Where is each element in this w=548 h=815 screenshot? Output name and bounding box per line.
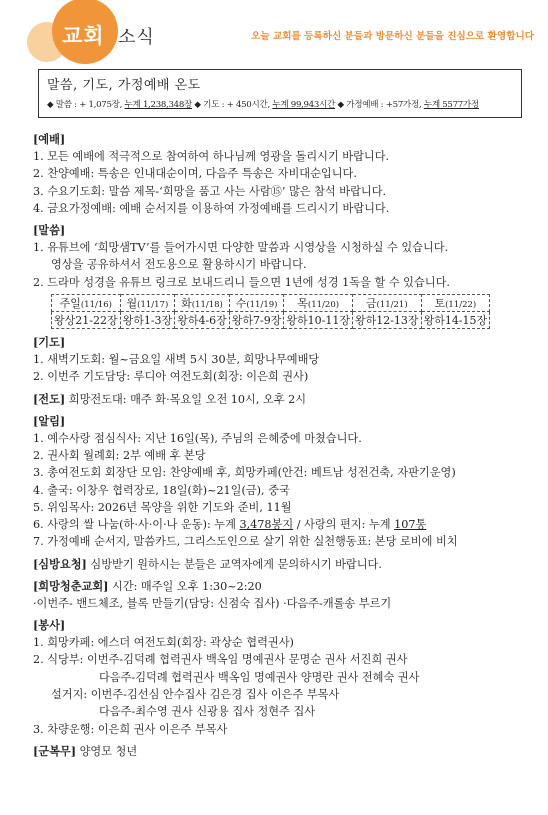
- service-heading: [봉사]: [33, 618, 66, 633]
- schedule-reading-cell: 왕하12-13장: [352, 312, 421, 329]
- youth-time: 시간: 매주일 오후 1:30~2:20: [108, 579, 262, 593]
- schedule-reading-cell: 왕하1-3장: [120, 312, 175, 329]
- stat-family: ◆ 가정예배 : +57가정,: [335, 100, 424, 110]
- schedule-day-cell: 화(11/18): [175, 295, 230, 312]
- bulletin-content: [33, 126, 538, 760]
- military-heading: [군복무]: [33, 743, 77, 758]
- evangelism-heading: [전도]: [33, 391, 66, 406]
- header: [0, 0, 548, 66]
- service-item: 3. 차량운행: 이은희 권사 이은주 부목사: [33, 722, 228, 736]
- worship-item: 2. 찬양예배: 특송은 인내대순이며, 다음주 특송은 자비대순입니다.: [33, 167, 357, 181]
- schedule-reading-cell: 왕하10-11장: [284, 312, 353, 329]
- schedule-reading-cell: 왕상21-22장: [52, 312, 121, 329]
- logo-text-news: 소식: [118, 27, 155, 48]
- notice-item: 1. 예수사랑 점심식사: 지난 16일(목), 주님의 은혜중에 마쳤습니다.: [33, 431, 362, 445]
- stat-prayer-total: 누계 99,943시간: [272, 100, 336, 110]
- schedule-day-cell: 주일(11/16): [52, 295, 121, 312]
- stat-word-total: 누계 1,238,348장: [124, 100, 192, 110]
- visit-section: [33, 556, 538, 573]
- worship-item: 1. 모든 예배에 적극적으로 참여하여 하나님께 영광을 돌리시기 바랍니다.: [33, 150, 390, 163]
- summary-stats: [47, 98, 513, 110]
- youth-heading: [희망청춘교회]: [33, 578, 109, 593]
- summary-title: 말씀, 기도, 가정예배 온도: [47, 78, 201, 93]
- stat-prayer: ◆ 기도 : + 450시간,: [192, 100, 273, 110]
- word-item-cont: 영상을 공유하셔서 전도용으로 활용하시기 바랍니다.: [51, 258, 307, 272]
- worship-item: 3. 수요기도회: 말씀 제목-‘희망을 품고 사는 사람⑮’ 많은 참석 바랍니다.: [33, 184, 387, 198]
- evangelism-text: 희망전도대: 매주 화·목요일 오전 10시, 오후 2시: [65, 392, 307, 406]
- logo-text-church: 교회: [62, 24, 105, 48]
- word-item: 1. 유튜브에 ‘희망샘TV’를 들어가시면 다양한 말씀과 시영상을 시청하실 수 있습니다.: [33, 241, 449, 255]
- schedule-day-cell: 목(11/20): [284, 295, 353, 312]
- summary-box: [38, 69, 522, 118]
- schedule-day-cell: 수(11/19): [229, 295, 284, 312]
- schedule-reading-cell: 왕하14-15장: [421, 312, 490, 329]
- schedule-days-row: [52, 295, 490, 312]
- stat-word: ◆ 말씀 : + 1,075장,: [47, 100, 125, 110]
- schedule-reading-cell: 왕하4-6장: [175, 312, 230, 329]
- service-item: 설거지: 이번주-김선심 안수집사 김은경 집사 이은주 부목사: [51, 687, 340, 701]
- prayer-heading: [기도]: [33, 335, 66, 350]
- youth-section: [33, 578, 538, 595]
- schedule-readings-row: [52, 312, 490, 329]
- service-item: 1. 희망카페: 에스더 여전도회(회장: 곽상순 협력권사): [33, 636, 294, 650]
- military-text: 양영모 청년: [76, 744, 138, 758]
- schedule-reading-cell: 왕하7-9장: [229, 312, 284, 329]
- service-item: 2. 식당부: 이번주-김덕례 협력권사 백옥임 명예권사 문명순 권사 서진희 권사: [33, 653, 408, 667]
- schedule-day-cell: 토(11/22): [421, 295, 490, 312]
- worship-item: 4. 금요가정예배: 예배 순서지를 이용하여 가정예배를 드리시기 바랍니다.: [33, 201, 390, 215]
- notice-item: 3. 총여전도회 회장단 모임: 찬양예배 후, 희망카페(안건: 베트남 성전건축, 자판기운영): [33, 466, 456, 480]
- bible-reading-schedule: [51, 294, 490, 329]
- schedule-day-cell: 금(11/21): [352, 295, 421, 312]
- stat-family-total: 누계 5577가정: [423, 100, 479, 110]
- youth-program: ·이번주- 밴드체조, 블록 만들기(담당: 신점숙 집사) ·다음주-캐롤송 부르기: [33, 596, 392, 610]
- notice-item: 5. 위임목사: 2026년 목양을 위한 기도와 준비, 11월: [33, 500, 292, 514]
- prayer-item: 2. 이번주 기도담당: 루디아 여전도회(회장: 이은희 권사): [33, 370, 309, 384]
- word-item: 2. 드라마 성경을 유튜브 링크로 보내드리니 들으면 1년에 성경 1독을 할 수 있습니다.: [33, 275, 450, 289]
- visit-text: 심방받기 원하시는 분들은 교역자에게 문의하시기 바랍니다.: [86, 557, 382, 571]
- notice-item: 6. 사랑의 쌀 나눔(하·사·이·나 운동): 누계 3,478봉지 / 사랑의 편지: 누계 107통: [33, 518, 427, 532]
- rice-total: 3,478봉지: [239, 518, 294, 532]
- notice-item: 4. 출국: 이창우 협력장로, 18일(화)~21일(금), 중국: [33, 483, 290, 497]
- notice-item: 2. 권사회 월례회: 2부 예배 후 본당: [33, 448, 206, 462]
- notice-item: 7. 가정예배 순서지, 말씀카드, 그리스도인으로 살기 위한 실천행동표: 본당 로비에 비치: [33, 535, 458, 549]
- service-item-cont: 다음주-최수영 권사 신광용 집사 정현주 집사: [99, 705, 316, 719]
- visit-heading: [심방요청]: [33, 556, 87, 571]
- welcome-message: 오늘 교회를 등록하신 분들과 방문하신 분들을 진심으로 환영합니다: [251, 31, 534, 42]
- schedule-day-cell: 월(11/17): [120, 295, 175, 312]
- word-heading: [말씀]: [33, 223, 66, 238]
- service-item-cont: 다음주-김덕례 협력권사 백옥임 명예권사 양명란 권사 전혜숙 권사: [99, 670, 420, 684]
- military-section: [33, 743, 538, 760]
- worship-heading: [예배]: [33, 132, 66, 146]
- evangelism-section: [33, 391, 538, 408]
- prayer-item: 1. 새벽기도회: 월~금요일 새벽 5시 30분, 희망나무예배당: [33, 353, 320, 367]
- letter-total: 107통: [394, 518, 427, 532]
- notice-heading: [알림]: [33, 413, 66, 428]
